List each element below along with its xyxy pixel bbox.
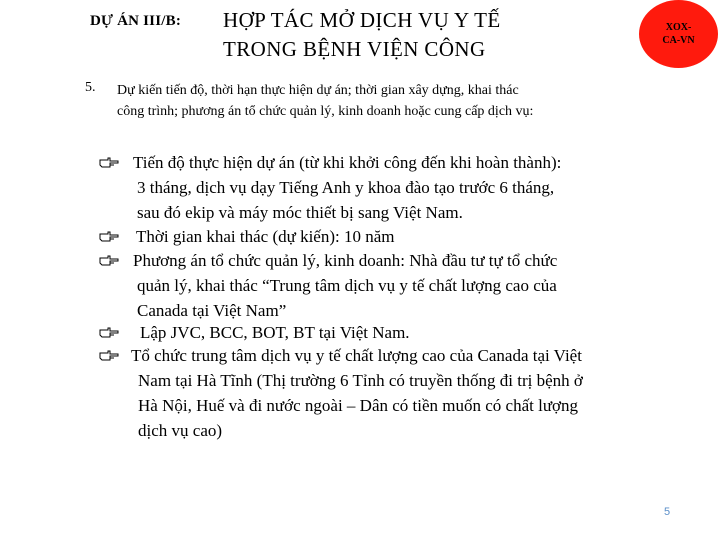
slide-title-line-1: HỢP TÁC MỞ DỊCH VỤ Y TẾ (223, 8, 501, 32)
logo-badge (639, 0, 718, 68)
project-label: DỰ ÁN III/B: (90, 13, 182, 29)
logo-text-line-1: XOX- (665, 22, 692, 33)
section-text (117, 80, 677, 122)
bullet-text-line: 3 tháng, dịch vụ dạy Tiếng Anh y khoa đào tạo trước 6 tháng, (137, 178, 555, 197)
logo-text-line-2: CA-VN (662, 35, 695, 46)
bullet-text-line: Nam tại Hà Tĩnh (Thị trường 6 Tỉnh có truyền thống đi trị bệnh ở (138, 371, 583, 390)
section-text-line: Dự kiến tiến độ, thời hạn thực hiện dự án; thời gian xây dựng, khai thác (117, 83, 519, 98)
bullet-text-line: Phương án tổ chức quản lý, kinh doanh: Nhà đầu tư tự tổ chức (133, 251, 558, 270)
pointing-hand-icon (99, 349, 121, 363)
bullet-text-line: dịch vụ cao) (138, 421, 223, 440)
section-number: 5. (85, 80, 96, 95)
bullet-text-line: quản lý, khai thác “Trung tâm dịch vụ y tế chất lượng cao của (137, 276, 557, 295)
bullet-text-line: Tiến độ thực hiện dự án (từ khi khởi công đến khi hoàn thành): (133, 153, 562, 172)
bullet-text-line: Thời gian khai thác (dự kiến): 10 năm (136, 227, 395, 246)
pointing-hand-icon (99, 230, 121, 244)
bullet-text-line: Hà Nội, Huế và đi nước ngoài – Dân có tiền muốn có chất lượng (138, 396, 579, 415)
section-text-line: công trình; phương án tổ chức quản lý, kinh doanh hoặc cung cấp dịch vụ: (117, 104, 534, 119)
pointing-hand-icon (99, 156, 121, 170)
bullet-text-line: Tổ chức trung tâm dịch vụ y tế chất lượng cao của Canada tại Việt (131, 346, 582, 365)
bullet-text-line: sau đó ekip và máy móc thiết bị sang Việt Nam. (137, 203, 463, 222)
slide-title-line-2: TRONG BỆNH VIỆN CÔNG (223, 37, 486, 61)
slide-header (0, 0, 720, 70)
page-number: 5 (664, 506, 671, 518)
bullet-text-line: Canada tại Việt Nam” (137, 301, 287, 320)
pointing-hand-icon (99, 326, 121, 340)
bullet-text-line: Lập JVC, BCC, BOT, BT tại Việt Nam. (140, 323, 410, 342)
pointing-hand-icon (99, 254, 121, 268)
